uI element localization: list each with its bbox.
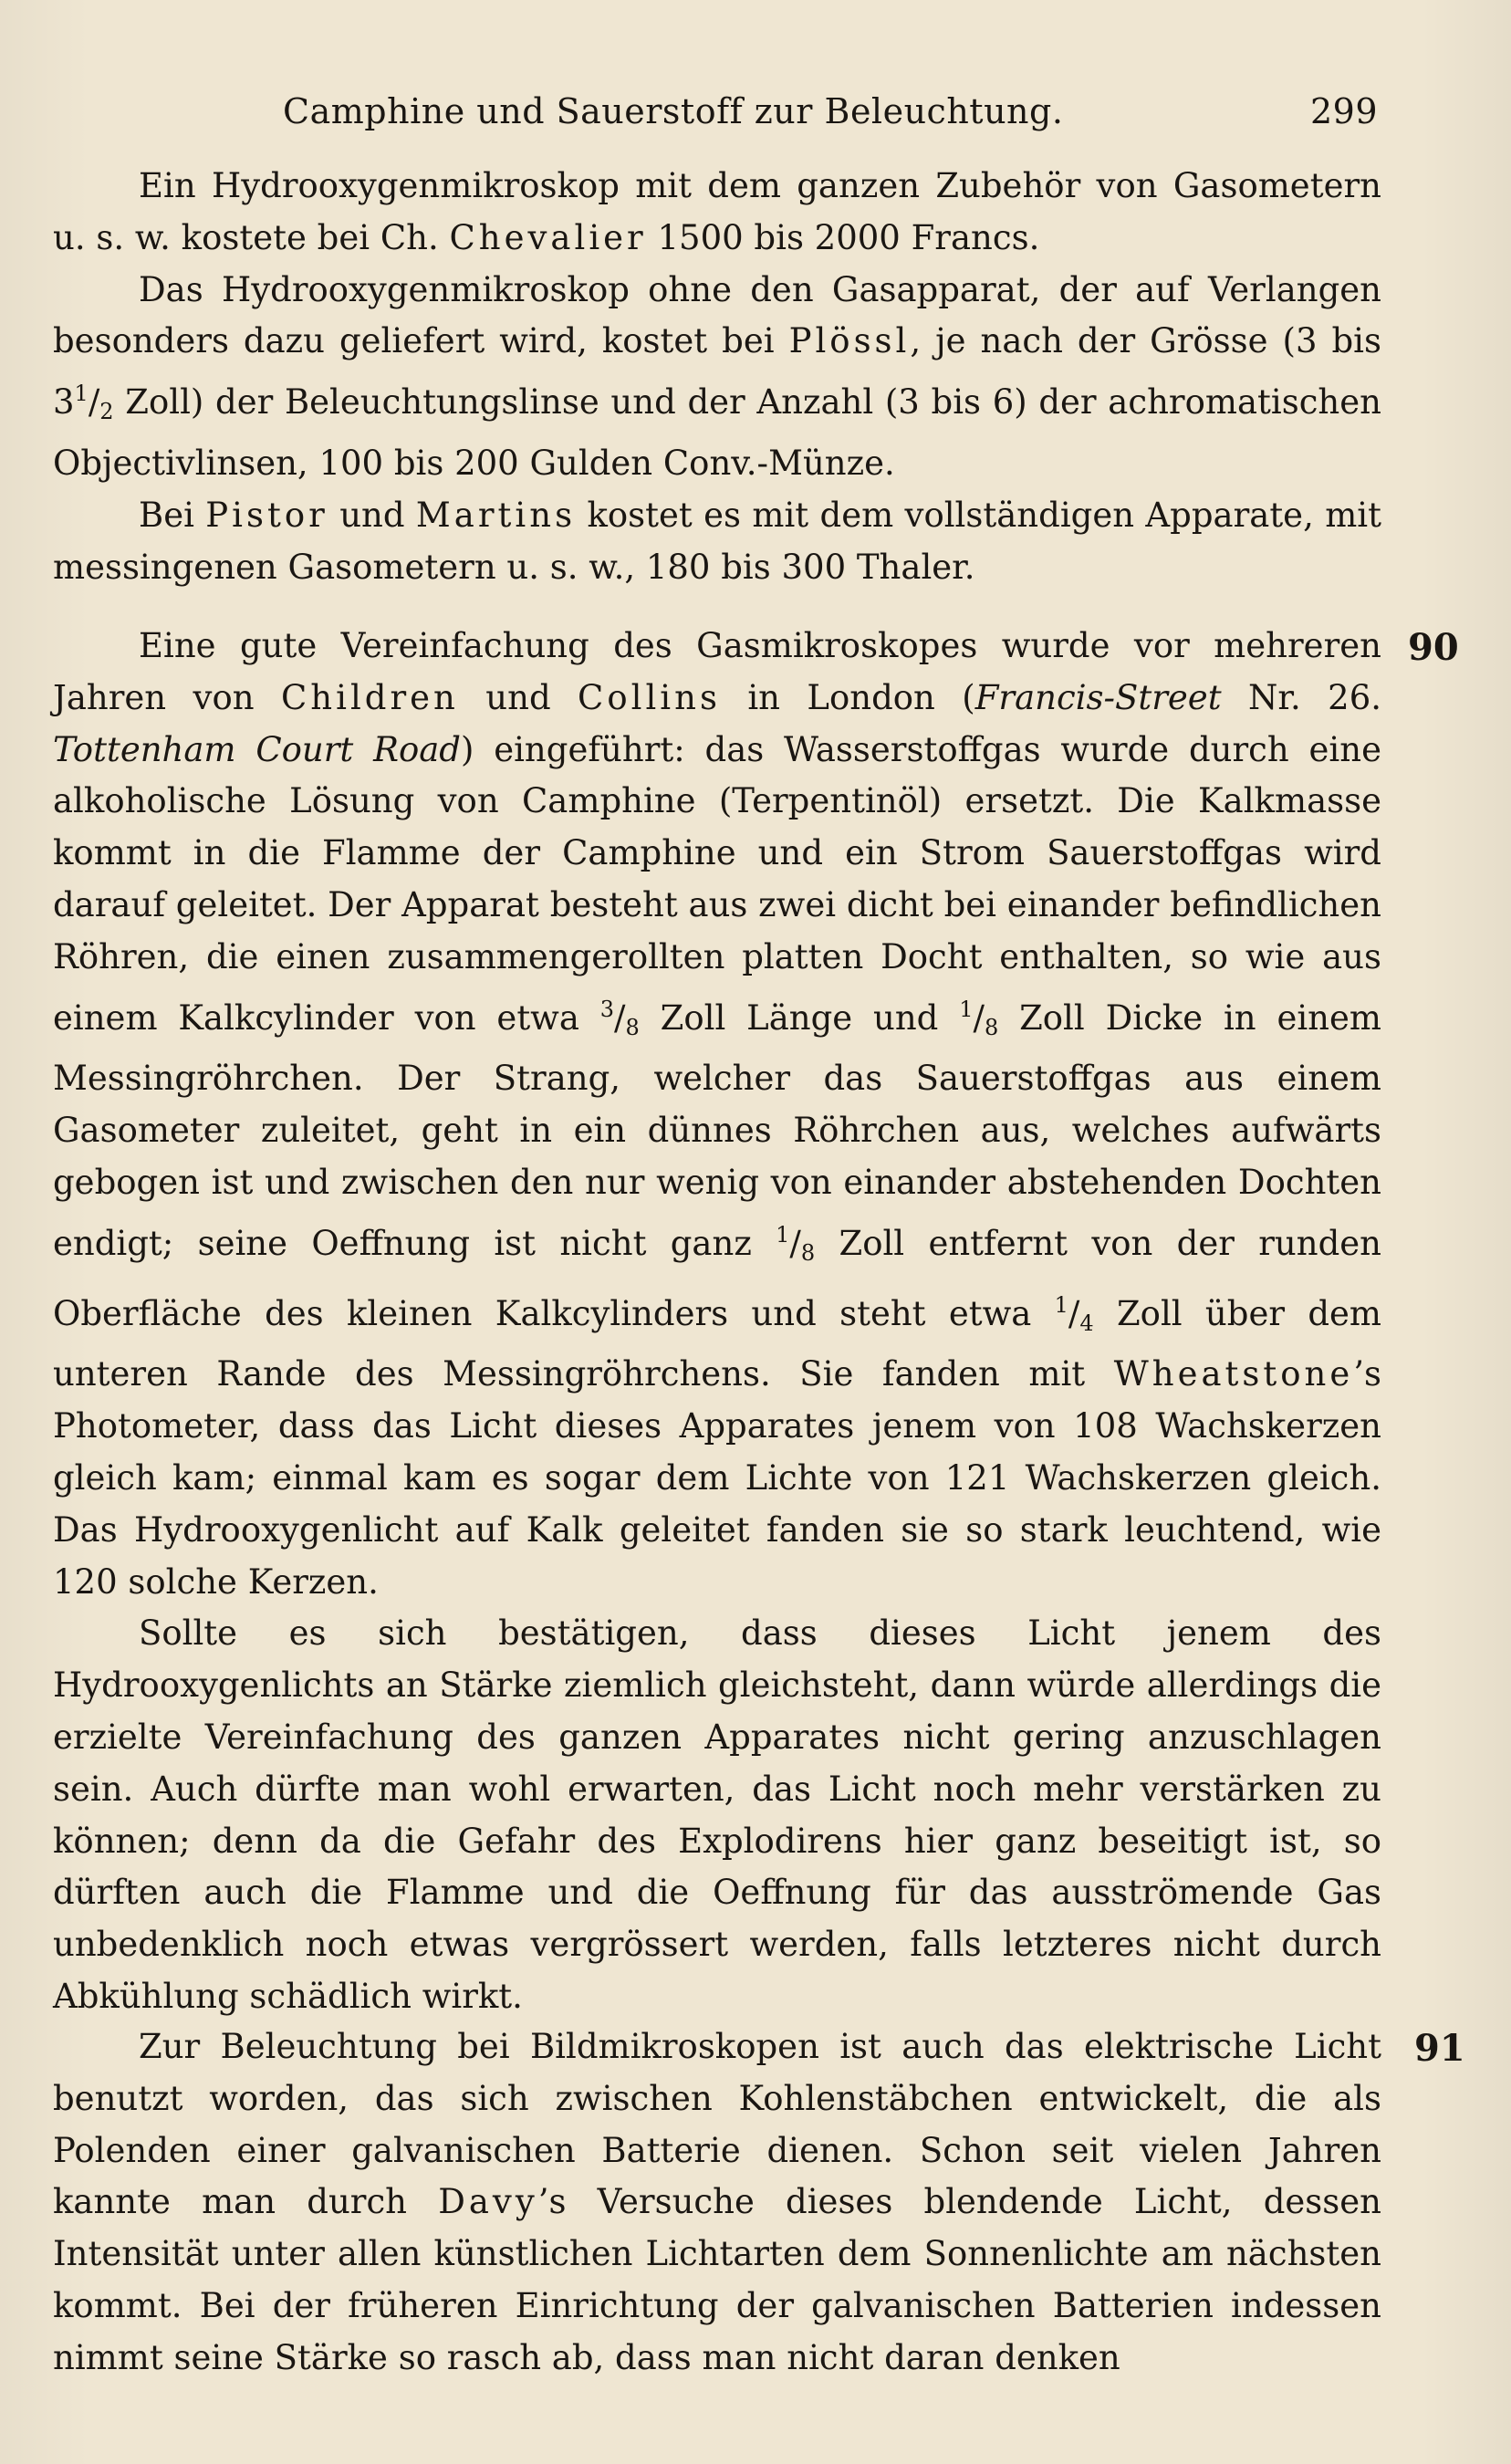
paragraph-conclusion: Sollte es sich bestätigen, dass dieses Licht jenem des Hydrooxygenlichts an Stärke ziemlich gleichsteht, dann würde allerdings die erzielte Vereinfachung des ganzen Apparates nicht gering anzuschlagen sein. Auch dürfte man wohl erwarten, das Licht noch mehr verstärken zu können; denn da die Gefahr des Explodirens hier ganz beseitigt ist, so dürften auch die Flamme und die Oeffnung für das ausströmende Gas unbedenklich noch etwas vergrössert werden, falls letzteres nicht durch Abkühlung schädlich wirkt. [53, 1613, 1381, 2016]
paragraph-ploessl-price: Das Hydrooxygenmikroskop ohne den Gasapparat, der auf Verlangen besonders dazu geliefert wird, kostet bei Plössl, je nach der Grösse (3 bis $3^1/_2$ Zoll) der Beleuchtungslinse und der Anzahl (3 bis 6) der achromatischen Objectivlinsen, 100 bis 200 Gulden Conv.-Münze. [53, 269, 1381, 483]
person-name: Collins [578, 677, 721, 717]
text-block-prices [53, 161, 1381, 593]
person-name: Davy [438, 2182, 538, 2222]
person-name: Children [280, 677, 459, 717]
person-name: Martins [415, 495, 577, 535]
paragraph-camphine: Eine gute Vereinfachung des Gasmikroskopes wurde vor mehreren Jahren von Children und Collins in London (Francis-Street Nr. 26. Tottenham Court Road) eingeführt: das Wasserstoffgas wurde durch eine alkoholische Lösung von Camphine (Terpentinöl) ersetzt. Die Kalkmasse kommt in die Flamme der Camphine und ein Strom Sauerstoffgas wird darauf geleitet. Der Apparat besteht aus zwei dicht bei einander befindlichen Röhren, die einen zusammengerollten platten Docht enthalten, so wie aus einem Kalkcylinder von etwa $^3/_8$ Zoll Länge und $^1/_8$ Zoll Dicke in einem Messingröhrchen. Der Strang, welcher das Sauerstoffgas aus einem Gasometer zuleitet, geht in ein dünnes Röhrchen aus, welches aufwärts gebogen ist und zwischen den nur wenig von einander abstehenden Dochten endigt; seine Oeffnung ist nicht ganz $^1/_8$ Zoll entfernt von der runden Oberfläche des kleinen Kalkcylinders und steht etwa $^1/_4$ Zoll über dem unteren Rande des Messingröhrchens. Sie fanden mit Wheatstone’s Photometer, dass das Licht dieses Apparates jenem von 108 Wachskerzen gleich kam; einmal kam es sogar dem Lichte von 121 Wachskerzen gleich. Das Hydrooxygenlicht auf Kalk geleitet fanden sie so stark leuchtend, wie 120 solche Kerzen. [53, 626, 1382, 1602]
page-header [283, 84, 1378, 139]
person-name: Wheatstone [1113, 1354, 1354, 1394]
address-street: Francis-Street [974, 677, 1222, 717]
address-road: Tottenham Court Road [53, 729, 461, 769]
paragraph-chevalier-price: Ein Hydrooxygenmikroskop mit dem ganzen Zubehör von Gasometern u. s. w. kostete bei Ch. Chevalier 1500 bis 2000 Francs. [53, 166, 1381, 257]
section-number-91: 91 [1414, 2027, 1465, 2070]
running-title: Camphine und Sauerstoff zur Beleuchtung. [283, 91, 1064, 131]
text-block-section-91 [53, 2021, 1381, 2385]
page-number: 299 [1309, 91, 1378, 131]
person-name: Plössl [788, 321, 911, 361]
section-number-90: 90 [1408, 626, 1459, 669]
person-name: Pistor [205, 495, 328, 535]
paragraph-electric-light: Zur Beleuchtung bei Bildmikroskopen ist auch das elektrische Licht benutzt worden, das sich zwischen Kohlenstäbchen entwickelt, die als Polenden einer galvanischen Batterie dienen. Schon seit vielen Jahren kannte man durch Davy’s Versuche dieses blendende Licht, dessen Intensität unter allen künstlichen Lichtarten dem Sonnenlichte am nächsten kommt. Bei der früheren Einrichtung der galvanischen Batterien indessen nimmt seine Stärke so rasch ab, dass man nicht daran denken [53, 2027, 1381, 2377]
person-name: Chevalier [449, 217, 647, 257]
paragraph-pistor-martins-price: Bei Pistor und Martins kostet es mit dem vollständigen Apparate, mit messingenen Gasometern u. s. w., 180 bis 300 Thaler. [53, 495, 1381, 587]
text-block-section-90 [53, 621, 1381, 2023]
